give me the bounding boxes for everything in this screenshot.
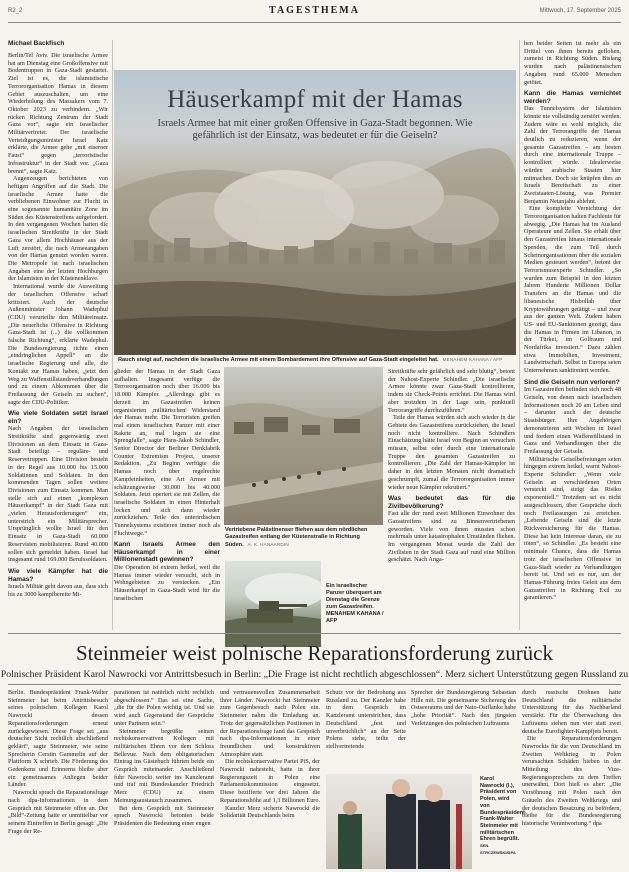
second-column-4	[326, 689, 406, 771]
column-divider	[519, 40, 520, 630]
paragraph: Israels Militär geht davon aus, dass sich bis zu 3000 kampfbereite Mi-	[8, 583, 108, 598]
second-column-2	[114, 689, 214, 869]
paragraph: Kanzler Merz sicherte Nawrocki die Solidarität Deutschlands beim	[220, 804, 320, 820]
lead-column-1	[8, 40, 108, 630]
paragraph: Berlin. Bundespräsident Frank-Walter Steinmeier hat beim Antrittsbesuch seines polnischen Kollegen Karol Nawrocki dessen Reparationsforderungen erneut zurückgewiesen. Diese Frage sei „aus deutscher Sicht rechtlich abschließend geklärt“, sagte Steinmeier, wie seine Sprecherin Cerstin Gammelin auf der Plattform X schrieb. Die Förderung des Gedenkens und Erinnerns bleibe aber ein gemeinsames Anliegen beider Länder.	[8, 689, 108, 789]
photo-credit: MENAHEM KAHANA / AFP	[442, 357, 503, 362]
second-column-5	[411, 689, 516, 771]
issue-date: Mittwoch, 17. September 2025	[539, 8, 621, 14]
paragraph: Das Tunnelsystem der Islamisten könnte nie vollständig zerstört werden. Zudem wäre es wohl möglich, die Zahl der Terrorangriffe der Hamas deutlich zu reduzieren, wenn der gesamte Gazastreifen – am besten durch eine internationale Truppe – kontrolliert würde. Idealerweise würden arabische Staaten hier mitmachen. Doch sie knüpfen dies an Israels Bereitschaft zu einer Zweistaaten-Lösung, was Premier Benjamin Netanjahu ablehnt.	[524, 105, 621, 205]
paragraph: Berlin/Tel Aviv. Die israelische Armee hat am Dienstag eine Großoffensive mit Bodentruppen in Gaza-Stadt gestartet. Ziel ist es, die islamistische Terrororganisation Hamas in diesem Gebiet auszuschalten, um eine Wiederholung des Massakers vom 7. Oktober 2023 zu verhindern. „Wir rücken Richtung Zentrum der Stadt Gaza vor“, sagte ein israelischer Militärvertreter. Der israelische Verteidigungsminister Israel Katz erklärte, die Armee gehe „mit eiserner Faust“ gegen „terroristische Infrastruktur“ in der Stadt vor. „Gaza brennt“, sagte Katz.	[8, 52, 108, 175]
paragraph: Im Gazastreifen befinden sich noch 48 Geiseln, von denen nach israelischen Informationen noch 20 am Leben sind – darunter auch der deutsche Staatsbürger. Ihre Angehörigen demonstrieren seit Wochen in Israel und fordern einen Waffenstillstand in Gaza und Verhandlungen über die Freilassung der Geiseln.	[524, 386, 621, 455]
author: Michael Backfisch	[8, 40, 65, 47]
paragraph: Teile der Hamas würden sich auch wieder in die Gebiete des Gazastreifens zurückziehen, die Israel noch nicht kontrolliere. Nach Schindlers Einschätzung hätte Israel von Beginn an versuchen müssen, selbst oder durch eine internationale Truppe den gesamten Gazastreifen zu kontrollieren: „Die Zahl der Hamas-Kämpfer ist daher in den letzten Monaten nicht dramatisch geschrumpft, zumal die Terrororganisation immer wieder neue Kämpfer rekrutiert.“	[388, 414, 515, 491]
paragraph: Nach Angaben der israelischen Streitkräfte sind gegenwärtig zwei Divisionen an dem Einsatz in Gaza-Stadt beteiligt – reguläre- und Reservetruppen. Eine Division besteht in der Regel aus 10.000 bis 15.000 Soldatinnen und Soldaten. In den kommenden Tagen sollen weitere Divisionen zum Einsatz kommen. Man stelle sich auf einen „komplexen Häuserkampf“ in der Stadt Gaza mit „vielen Herausforderungen“ ein, unterstrich ein Militärsprecher. Ursprünglich wollte Israel für den Einsatz in Gaza-Stadt 60.000 Reservisten mobilisieren. Rund 40.000 sollen sich gemeldet haben. Israel hat insgesamt rund 169.000 Berufssoldaten.	[8, 425, 108, 564]
second-column-1	[8, 689, 108, 869]
photo-steinmeier-nawrocki	[326, 774, 472, 869]
photo-caption	[225, 527, 383, 549]
subheading: Sind die Geiseln nun verloren?	[524, 378, 620, 386]
second-subtitle: Polnischer Präsident Karol Nawrocki vor Antrittsbesuch in Berlin: „Die Frage ist nicht rechtlich abgeschlossen“. Merz sichert Unterstützung gegen Russland zu	[0, 669, 629, 680]
paragraph: glieder der Hamas in der Stadt Gaza aufhalten. Insgesamt verfüge die Terrororganisation noch über 16.000 bis 18.000 Kämpfer. „Allerdings gibt es derzeit im Gazastreifen keinen organisierten ,militärischen' Widerstand der Hamas mehr. Die Terroristen greifen mal einen israelischen Panzer mit einer Rakete an, mal legen sie eine Sprengfalle“, sagte Hans-Jakob Schindler, Senior Director der Berliner Denkfabrik Counter Extremism Project, unserer Redaktion. „Zu Beginn verfügte die Hamas noch über regelrechte Kampfeinheiten, eine Art Armee mit schätzungsweise 30.000 bis 40.000 Soldaten. Jetzt operiert sie mit Zellen, die israelische Soldaten in einen Hinterhalt locken und sich dann wieder zurückziehen. Teile des unterirdischen Tunnelsystems existieren immer noch als Fluchtwege.“	[114, 368, 220, 537]
photo-credit: SEN. STRCZEWSKI/DPA	[480, 843, 516, 855]
paragraph: Steinmeier begrüßte seinen rechtskonservativen Kollegen mit militärischen Ehren vor dem Schloss Bellevue. Nach dem obligatorischen Eintrag ins Gästebuch führten beide ein Gespräch miteinander. Anschließend fuhr Nawrocki weiter ins Kanzleramt und traf mit Bundeskanzler Friedrich Merz (CDU) zu einem Meinungsaustausch zusammen.	[114, 727, 214, 804]
paragraph: parationen ist natürlich nicht rechtlich abgeschlossen.“ Das sei eine Sache, „die für die Polen wichtig ist. Und sie wird auch Gegenstand der Gespräche unter Partnern sein.“	[114, 689, 214, 727]
paragraph: International wurde die Ausweitung der israelischen Offensive scharf kritisiert. Auch der deutsche Außenminister Johann Wadephul (CDU) verurteilte den Militäreinsatz. „Die neuerliche Offensive in Richtung Gaza-Stadt ist (...) die vollkommen falsche Richtung“, erklärte Wadephul. Die Bundesregierung richte einen „eindringlichen Appell“ an die israelische Regierung und alle, die Kontakt zur Hamas haben, „jetzt den Weg zu Waffenstillstandsverhandlungen und zu einem Abkommen über die Freilassung der Geiseln zu suchen“, sagte der CDU-Politiker.	[8, 283, 108, 406]
paragraph: Streitkräfte sehr gefährlich und sehr blutig“, betont der Nahost-Experte Schindler. „Die israelische Armee könnte zwar Gaza-Stadt kontrollieren, indem sie Check-Points errichtet. Die Hamas wird aber trotzdem in der Lage sein, punktuell Terrorangriffe durchzuführen.“	[388, 368, 515, 414]
article-divider	[8, 633, 621, 634]
subheading: Kann die Hamas vernichtet werden?	[524, 90, 621, 105]
paragraph: Augenzeugen berichteten von heftigen Angriffen auf die Stadt. Die israelische Armee hatte die verbliebenen Einwohner zur Flucht in eine sogenannte humanitäre Zone im Süden des Küstenstreifens aufgefordert. In den vergangenen Wochen hatten die israelischen Streitkräfte in der Stadt Gaza vor allem Hochhäuser aus der Luft zerstört, die nach Armeeangaben von der Hamas genutzt worden waren. Die Metropole ist nach israelischen Angaben eine der letzten Hochburgen der Islamisten in der Küstenenklave.	[8, 175, 108, 283]
photo-credit: MENAHEM KAHANA / AFP	[326, 611, 384, 624]
subtitle-rule	[8, 684, 621, 685]
paragraph: Die rechtskonservative Partei PiS, der Nawrocki nahesteht, hatte in ihrer Regierungszeit in Polen eine Parlamentskommission eingesetzt. Diese bezifferte vor drei Jahren die Reparationshöhe auf 1,3 Billionen Euro.	[220, 758, 320, 804]
paragraph: Die Operation ist extrem heikel, weil die Hamas immer wieder versucht, sich in Wohngebieten zu verstecken. „Ein Häuserkampf in Gaza-Stadt wird für die israelischen	[114, 563, 220, 602]
paragraph: Sprecher der Bundesregierung Sebastian Hille mit. Die gemeinsame Sicherung des Ostseeraums und der Nato-Ostflanke habe „hohe Priorität“. Nach den jüngsten Verletzungen des polnischen Luftraums	[411, 689, 516, 727]
photo-israeli-tank	[225, 561, 321, 647]
paragraph: Die Reparationsforderungen Nawrockis für die von Deutschland im Zweiten Weltkrieg in Polen verursachten Schäden hieben in der Mitteilung des Vize-Regierungssprechers zu dem Treffen unerwähnt. Dort hieß es aber: „Die Versöhnung mit Polen nach den Gräueln des Zweiten Weltkriegs und der deutschen Besatzung zu befördern, bleibe für die Bundesregierung historische Verantwortung.“ dpa	[522, 735, 621, 827]
paragraph: Schutz vor der Bedrohung aus Russland zu. Der Kanzler habe in dem Gespräch im Kanzleramt unterstrichen, dass Deutschland „fest und unverbrüchlich“ an der Seite Polens stehe, teilte der stellvertretende	[326, 689, 406, 750]
lead-headline: Häuserkampf mit der Hamas	[167, 86, 463, 113]
second-headline: Steinmeier weist polnische Reparationsforderung zurück	[75, 641, 554, 665]
lead-column-3	[388, 368, 515, 630]
subheading: Kann Israels Armee den Häuserkampf in einer Millionenstadt gewinnen?	[114, 541, 220, 564]
page-number: R2_2	[8, 8, 23, 14]
page-header	[0, 0, 629, 26]
paragraph: ben beider Seiten ist mehr als ein Drittel von ihnen bereits geflohen, zumeist in Richtung Süden. Bislang wurden nach palästinensischen Angaben rund 65.000 Menschen getötet.	[524, 40, 621, 86]
paragraph: Fast alle der rund zwei Millionen Einwohner des Gazastreifens sind zu Binnenvertriebenen geworden. Viele von ihnen mussten schon mehrmals unter katastrophalen Umständen fliehen. Im vergangenen Monat wurde die Zahl der Zivilisten in der Stadt Gaza auf rund eine Million geschätzt. Nach Anga-	[388, 510, 515, 564]
subheading: Wie viele Soldaten setzt Israel ein?	[8, 410, 108, 425]
caption-text: Vertriebene Palästinenser fliehen aus dem nördlichen Gazastreifen entlang der Küstenstraße in Richtung Süden.	[225, 527, 368, 548]
caption-text: Rauch steigt auf, nachdem die israelische Armee mit einem Bombardement ihre Offensive auf Gaza-Stadt eingeleitet hat.	[118, 357, 439, 363]
paragraph: durch russische Drohnen hatte Deutschland die militärische Unterstützung für das Nachbarland verstärkt. Für die Überwachung des Luftraums stehen nun vier statt zwei deutsche Eurofighter-Kampfjets bereit.	[522, 689, 621, 735]
second-column-6	[522, 689, 621, 869]
subheading: Was bedeutet das für die Zivilbevölkerung?	[388, 495, 515, 510]
photo-refugees-coast-road	[224, 367, 383, 525]
paragraph: Eine komplette Vernichtung der Terrororganisation halten Fachleute für abwegig. „Die Hamas hat im Ausland Operateure und Zellen. Sie erhält über den Gazastreifen hinaus internationale Spenden, die zum Teil durch Scheinorganisationen über die sozialen Medien gesteuert werden“, betont der Terrorismusexperte Schindler. „So wurden zum Beispiel in den letzten Jahren Hunderte Millionen Dollar Transfers an die Hamas und die libanesische Hisbollah über Kryptowährungen getätigt – und zwar aus der ganzen Welt. Zudem haben US- und EU-Sanktionen gezeigt, dass die Hamas in Firmen im Libanon, in der Türkei, im Golfraum und Nordafrika investiert.“ Dazu zählen etwa Immobilien, Investment, Landwirtschaft. Selbst in Europa seien Unternehmen sanktioniert worden.	[524, 205, 621, 375]
header-rule	[8, 22, 621, 23]
photo-credit: A. K. HANAARDIN	[247, 542, 289, 547]
paragraph: Nawrocki sprach die Reparationsfrage nach dpa-Informationen in dem Gespräch mit Steinmeier offen an. Der „Bild“-Zeitung hatte er unmittelbar vor seinem Eintreffen in Berlin gesagt: „Die Frage der Re-	[8, 789, 108, 835]
photo-caption	[118, 356, 513, 364]
column-divider	[112, 40, 113, 630]
second-column-3	[220, 689, 320, 869]
paragraph: Militärische Geiselbefreiungen seien hingegen extrem heikel, warnt Nahost-Experte Schindler: „Wenn viele Geiseln an verschiedenen Orten versteckt sind, steigt das Risiko exponentiell.“ Trotzdem sei es nicht ausgeschlossen, über Gespräche doch noch Freilassungen zu erreichen. „Lebende Geiseln sind die letzte Rückversicherung für die Hamas. Diese hat kein Interesse daran, sie zu töten“, so Schindler. „Es besteht eine minimale Chance, dass die Hamas trotz der israelischen Offensive in Gaza-Stadt wieder zu Verhandlungen bereit ist. Und sei es nur, um der Hamas-Führung freies Geleit aus dem Gazastreifen in Richtung Exil zu garantieren.“	[524, 455, 621, 602]
lead-column-4	[524, 40, 621, 630]
photo-caption	[326, 583, 384, 625]
paragraph: Bei dem Gespräch mit Steinmeier sprach Nawrocki betonten beide Präsidenten die Bedeutung einer engen	[114, 804, 214, 827]
subheading: Wie viele Kämpfer hat die Hamas?	[8, 568, 108, 583]
lead-subtitle: Israels Armee hat mit einer großen Offensive in Gaza-Stadt begonnen. Wie gefährlich ist der Einsatz, was bedeutet er für die Geiseln?	[157, 118, 473, 141]
caption-text: Karol Nawrocki (l.), Präsident von Polen, wird von Bundespräsident Frank-Walter Steinmeier mit militärischen Ehren begrüßt.	[480, 776, 525, 843]
section-title: TAGESTHEMA	[269, 5, 360, 16]
photo-caption	[480, 776, 525, 856]
lead-column-2	[114, 368, 220, 630]
caption-text: Ein israelischer Panzer überquert am Dienstag die Grenze zum Gazastreifen.	[326, 583, 382, 610]
paragraph: und vertrauensvollen Zusammenarbeit ihrer Länder. Nawrocki hat Steinmeier zum Gegenbesuch nach Polen ein. Steinmeier nahm die Einladung an. Trotz der gegensätzlichen Positionen in der Reparationsfrage fand das Gespräch nach dpa-Informationen in einer freundlichen und konstruktiven Atmosphäre statt.	[220, 689, 320, 758]
